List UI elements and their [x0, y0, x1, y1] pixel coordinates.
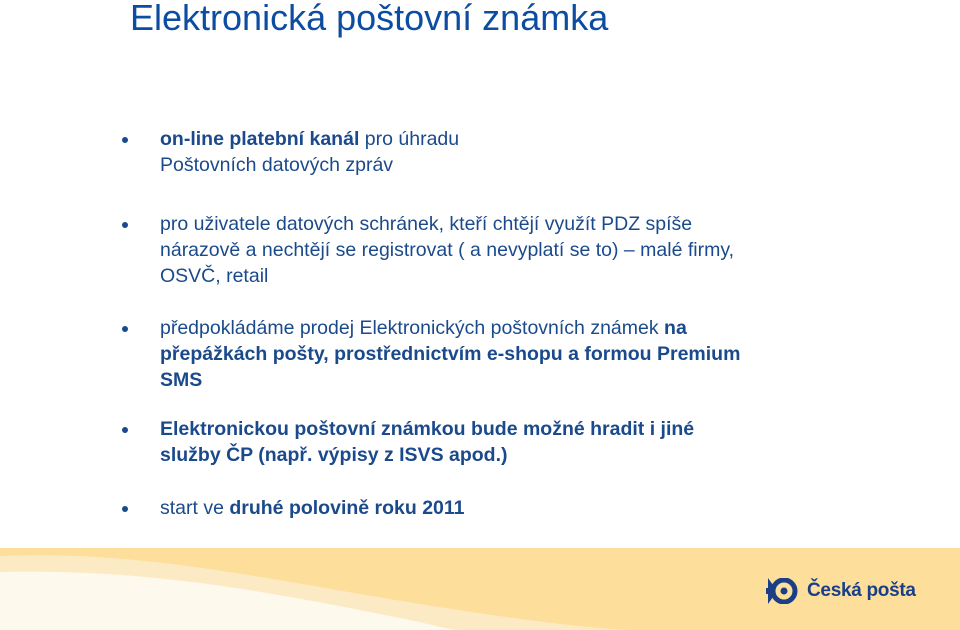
bullet-line — [160, 237, 900, 263]
bullet-dot-icon — [122, 427, 128, 433]
text: start ve — [160, 497, 230, 519]
bullet-item — [160, 495, 900, 521]
bullet-line — [160, 211, 900, 237]
bullet-line — [160, 126, 900, 152]
bullet-dot-icon — [122, 326, 128, 332]
bold-text: přepážkách pošty, prostřednictvím e-shopu a formou Premium — [160, 343, 741, 365]
bold-text: Elektronickou poštovní známkou bude možné hradit i jiné — [160, 418, 695, 440]
bullet-line — [160, 367, 900, 393]
bullet-dot-icon — [122, 222, 128, 228]
bold-text: on-line platební kanál — [160, 128, 360, 150]
ceska-posta-logo — [766, 578, 916, 604]
text: nárazově a nechtějí se registrovat ( a nevyplatí se to) – malé firmy, — [160, 239, 735, 261]
bullet-line — [160, 263, 900, 289]
bullet-line — [160, 341, 900, 367]
text: OSVČ, retail — [160, 265, 269, 287]
bullet-item — [160, 126, 900, 178]
bullet-line — [160, 416, 900, 442]
text: pro úhradu — [359, 128, 460, 150]
slide-title: Elektronická poštovní známka — [130, 0, 609, 38]
logo-text: Česká pošta — [807, 580, 916, 601]
bullet-item — [160, 416, 900, 468]
bullet-line — [160, 152, 900, 178]
bullet-item — [160, 211, 900, 289]
bold-text: služby ČP (např. výpisy z ISVS apod.) — [160, 444, 508, 466]
text: předpokládáme prodej Elektronických poštovních známek — [160, 317, 665, 339]
bullet-dot-icon — [122, 137, 128, 143]
text: pro uživatele datových schránek, kteří chtějí využít PDZ spíše — [160, 213, 693, 235]
bold-text: SMS — [160, 369, 203, 391]
bullet-line — [160, 442, 900, 468]
posthorn-icon — [766, 578, 802, 604]
bullet-line — [160, 495, 900, 521]
text: Poštovních datových zpráv — [160, 154, 394, 176]
bold-text: na — [664, 317, 687, 339]
bullet-line — [160, 315, 900, 341]
bullet-dot-icon — [122, 506, 128, 512]
bullet-item — [160, 315, 900, 393]
bold-text: druhé polovině roku 2011 — [229, 497, 465, 519]
